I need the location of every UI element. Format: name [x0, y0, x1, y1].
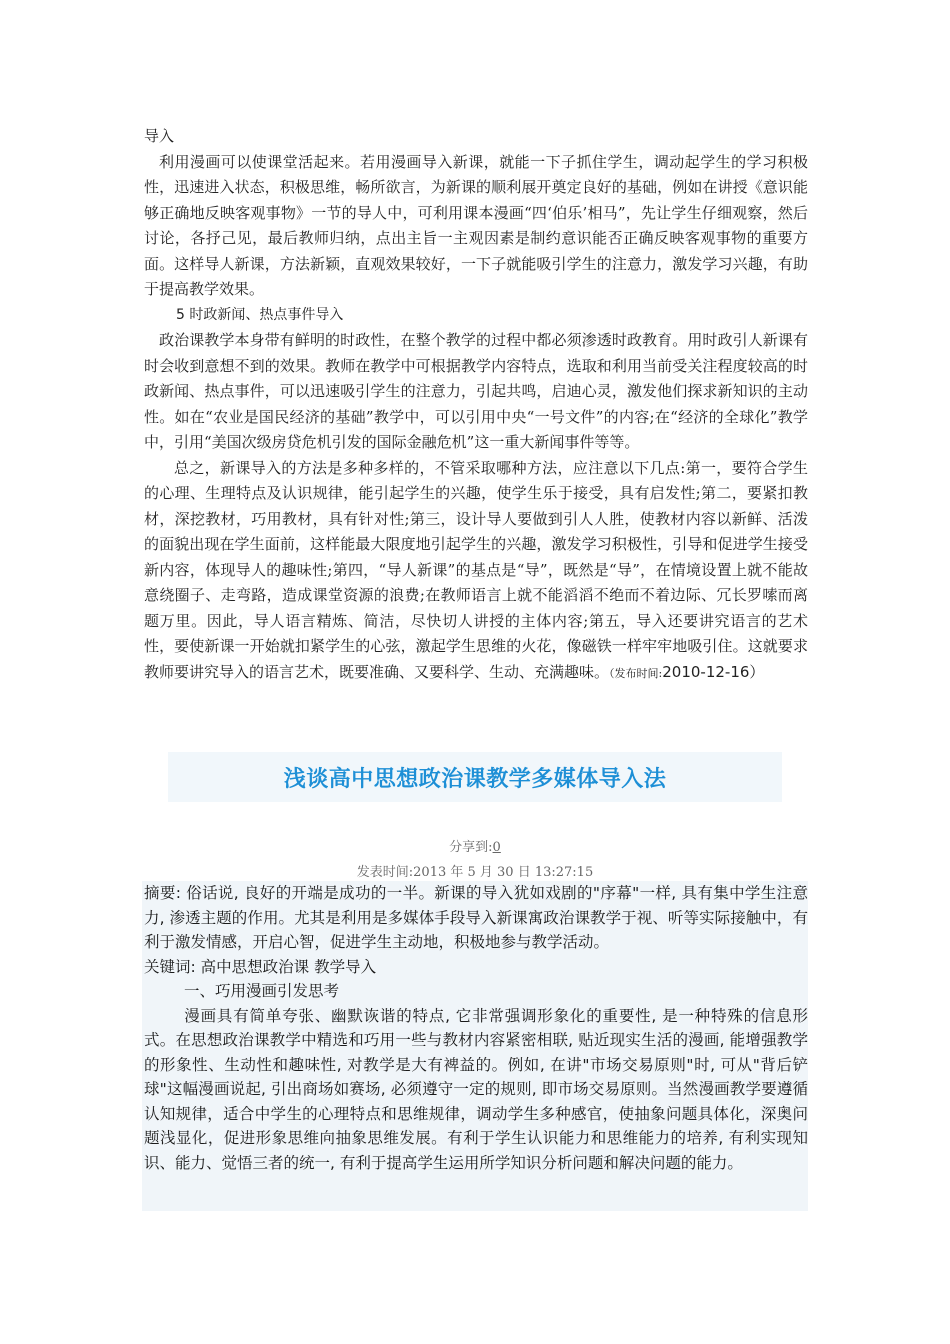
keywords: 关键词: 高中思想政治课 教学导入: [144, 957, 377, 976]
heading-current-news: 5 时政新闻、热点事件导入: [176, 306, 344, 323]
previous-article-text: [144, 124, 808, 686]
abstract: 摘要: 俗话说, 良好的开端是成功的一半。新课的导入犹如戏剧的"序幕"一样, 具有集中学生注意力, 渗透主题的作用。尤其是利用是多媒体手段导入新课寓政治课教学于视、听等实际接触中，有利于激发情感，开启心智，促进学生主动地，积极地参与教学活动。: [144, 884, 808, 951]
share-count-link[interactable]: 0: [492, 840, 501, 855]
article-title-bar: [168, 752, 782, 802]
share-row: [0, 836, 950, 855]
summary-text: 总之，新课导入的方法是多种多样的，不管采取哪种方法，应注意以下几点:第一，要符合学生的心理、生理特点及认识规律，能引起学生的兴趣，使学生乐于接受，具有启发性;第二，要紧扣教材，深挖教材，巧用教材，具有针对性;第三，设计导人要做到引人人胜，使教材内容以新鲜、活泼的面貌出现在学生面前，这样能最大限度地引起学生的兴趣，激发学习积极性，引导和促进学生接受新内容，体现导人的趣味性;第四，“导人新课”的基点是“导”，既然是“导”，在情境设置上就不能故意绕圈子、走弯路，造成课堂资源的浪费;在教师语言上就不能滔滔不绝而不着边际、冗长罗嗦而离题万里。因此，导人语言精炼、简洁，尽快切人讲授的主体内容;第五，导入还要讲究语言的艺术性，要使新课一开始就扣紧学生的心弦，激起学生思维的火花，像磁铁一样牢牢地吸引住。这就要求教师要讲究导入的语言艺术，既要准确、又要科学、生动、充满趣味。: [144, 458, 808, 681]
section-body-comic: 漫画具有简单夸张、幽默诙谐的特点, 它非常强调形象化的重要性, 是一种特殊的信息形式。在思想政治课教学中精选和巧用一些与教材内容紧密相联, 贴近现实生活的漫画, 能增强教学的形象性、生动性和趣味性, 对教学是大有裨益的。例如, 在讲"市场交易原则"时, 可从"背后铲球"这幅漫画说起, 引出商场如赛场, 必须遵守一定的规则, 即市场交易原则。当然漫画教学要遵循认知规律，适合中学生的心理特点和思维规律，调动学生多种感官，使抽象问题具体化，深奥问题浅显化，促进形象思维向抽象思维发展。有利于学生认识能力和思维能力的培养, 有利实现知识、能力、觉悟三者的统一, 有利于提高学生运用所学知识分析问题和解决问题的能力。: [144, 1006, 808, 1172]
lead-fragment: 导入: [144, 127, 175, 145]
pubdate-label: （发布时间:: [609, 666, 663, 680]
article-body: [142, 881, 808, 1211]
section-heading-comic: 一、巧用漫画引发思考: [184, 982, 340, 1000]
paragraph-current-news: 政治课教学本身带有鲜明的时政性，在整个教学的过程中都必须渗透时政教育。用时政引人新课有时会收到意想不到的效果。教师在教学中可根据教学内容特点，选取和利用当前受关注程度较高的时政新闻、热点事件，可以迅速吸引学生的注意力，引起共鸣，启迪心灵，激发他们探求新知识的主动性。如在“农业是国民经济的基础”教学中，可以引用中央“一号文件”的内容;在“经济的全球化”教学中，引用“美国次级房贷危机引发的国际金融危机”这一重大新闻事件等等。: [144, 331, 808, 451]
share-label: 分享到:: [449, 840, 493, 855]
paragraph-summary: [144, 456, 808, 687]
pubdate-value: 2010-12-16）: [662, 662, 765, 681]
paragraph-comic-intro: 利用漫画可以使课堂活起来。若用漫画导入新课，就能一下子抓住学生，调动起学生的学习积极性，迅速进入状态，积极思维，畅所欲言，为新课的顺利展开奠定良好的基础，例如在讲授《意识能够正确地反映客观事物》一节的导人中，可利用课本漫画“四‘伯乐’相马”，先让学生仔细观察，然后讨论，各抒己见，最后教师归纳，点出主旨一主观因素是制约意识能否正确反映客观事物的重要方面。这样导人新课，方法新颖，直观效果较好，一下子就能吸引学生的注意力，激发学习兴趣，有助于提高教学效果。: [144, 152, 808, 298]
article-title: 浅谈高中思想政治课教学多媒体导入法: [283, 766, 667, 792]
publish-time: 发表时间:2013 年 5 月 30 日 13:27:15: [356, 865, 594, 880]
